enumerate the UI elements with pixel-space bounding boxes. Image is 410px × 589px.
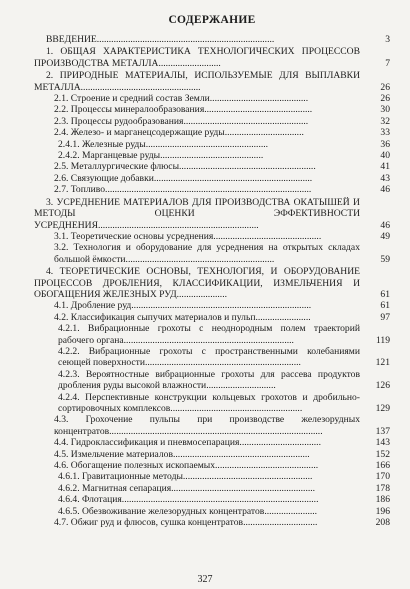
- toc-entry-page: 152: [375, 448, 390, 460]
- toc-entry-title: 4.4. Гидроклассификация и пневмосепарация..................................: [54, 437, 321, 449]
- toc-entry-title: 4.2.1. Вибрационные грохоты с неоднородным полем траекторий рабочего органа.......................................................................: [58, 323, 360, 346]
- toc-entry-page: 26: [380, 81, 390, 93]
- toc-entry-title: 3.1. Теоретические основы усреднения.............................................: [54, 230, 322, 242]
- toc-entry-title: 4.6.5. Обезвоживание железорудных концентратов......................: [58, 505, 318, 517]
- toc-entry-page: 41: [380, 161, 390, 173]
- toc-entry-page: 32: [380, 115, 390, 127]
- toc-entry-page: 36: [380, 138, 390, 150]
- toc-entry: [34, 116, 390, 127]
- toc-list: [34, 34, 390, 528]
- toc-entry-page: 26: [380, 93, 390, 105]
- toc-entry-page: 208: [375, 517, 390, 529]
- toc-entry-page: 178: [375, 482, 390, 494]
- toc-entry-page: 40: [380, 150, 390, 162]
- toc-entry-title: 4.5. Измельчение материалов.........................................................: [54, 448, 310, 460]
- toc-entry-page: 46: [380, 184, 390, 196]
- toc-entry: [34, 312, 390, 323]
- toc-entry-page: 7: [385, 57, 390, 69]
- toc-entry-title: 4. ТЕОРЕТИЧЕСКИЕ ОСНОВЫ, ТЕХНОЛОГИЯ, И ОБОРУДОВАНИЕ ПРОЦЕССОВ ДРОБЛЕНИЯ, КЛАССИФИКАЦИИ, ИЗМЕЛЬЧЕНИЯ И ОБОГАЩЕНИЯ ЖЕЛЕЗНЫХ РУД.....................: [34, 266, 360, 300]
- toc-entry-title: 2.3. Процессы рудообразования....................................................: [54, 115, 309, 127]
- toc-entry: [34, 346, 390, 369]
- toc-entry-title: 4.6. Обогащение полезных ископаемых...........................................: [54, 460, 319, 472]
- toc-entry-title: 4.2.2. Вибрационные грохоты с пространственными колебаниями сеющей поверхности.................................................................: [58, 345, 360, 369]
- toc-entry-title: 4.6.2. Магнитная сепарация............................................................: [58, 482, 316, 494]
- toc-entry-title: 4.2.4. Перспективные конструкции кольцевых грохотов и дробильно-сортировочных комплексов.......................................................: [58, 391, 360, 414]
- toc-entry-title: 4.6.1. Гравитационные методы......................................................: [58, 471, 313, 483]
- toc-entry: [34, 70, 390, 93]
- toc-entry: [34, 139, 390, 150]
- toc-entry: [34, 300, 390, 311]
- toc-entry: [34, 184, 390, 195]
- page-title: СОДЕРЖАНИЕ: [168, 14, 256, 26]
- toc-entry-page: 129: [375, 403, 390, 414]
- toc-entry-title: 2. ПРИРОДНЫЕ МАТЕРИАЛЫ, ИСПОЛЬЗУЕМЫЕ ДЛЯ ВЫПЛАВКИ МЕТАЛЛА..................................................: [34, 70, 360, 93]
- toc-entry-title: 2.2. Процессы минералообразования.............................................: [54, 104, 313, 116]
- toc-entry: [34, 34, 390, 45]
- toc-entry-page: 49: [380, 230, 390, 242]
- toc-entry-title: 2.4. Железо- и марганецсодержащие руды.................................: [54, 127, 304, 139]
- toc-entry-title: 3.2. Технология и оборудование для усреднения на открытых складах большой ёмкости..............................................................: [54, 242, 360, 265]
- toc-entry: [34, 93, 390, 104]
- toc-entry-title: 4.1. Дробление руд...........................................................................: [54, 300, 312, 312]
- toc-entry-page: 59: [380, 253, 390, 265]
- toc-entry: [34, 506, 390, 517]
- toc-entry: [34, 323, 390, 346]
- toc-entry: [34, 517, 390, 528]
- toc-entry-page: 33: [380, 127, 390, 139]
- toc-entry-title: 4.2.3. Вероятностные вибрационные грохоты для рассева продуктов дробления руды высокой влажности.............................: [58, 368, 360, 392]
- toc-entry: [34, 173, 390, 184]
- toc-entry: [34, 483, 390, 494]
- toc-entry-page: 3: [385, 34, 390, 45]
- toc-entry-page: 121: [375, 357, 390, 369]
- toc-entry-page: 126: [375, 380, 390, 392]
- toc-entry: [34, 104, 390, 115]
- toc-entry: [34, 460, 390, 471]
- toc-entry-title: 2.1. Строение и средний состав Земли.........................................: [54, 93, 309, 105]
- toc-entry: [34, 150, 390, 161]
- toc-entry: [34, 127, 390, 138]
- toc-entry-page: 61: [380, 288, 390, 300]
- toc-entry-title: 4.2. Классификация сыпучих материалов и пульп.......................: [54, 311, 311, 323]
- toc-entry-page: 43: [380, 172, 390, 184]
- toc-entry: [34, 242, 390, 265]
- toc-entry: [34, 231, 390, 242]
- toc-entry-title: 4.6.4. Флотация..................................................................................: [58, 494, 319, 506]
- toc-entry-page: 97: [380, 311, 390, 323]
- toc-entry-title: 2.4.2. Марганцевые руды...........................................: [58, 150, 264, 162]
- toc-entry-page: 119: [375, 334, 390, 346]
- page-number: 327: [197, 574, 213, 585]
- toc-entry-page: 186: [375, 494, 390, 506]
- toc-entry: [34, 471, 390, 482]
- toc-entry-page: 196: [375, 505, 390, 517]
- toc-entry-page: 61: [380, 300, 390, 312]
- toc-entry: [34, 46, 390, 69]
- toc-entry-title: 2.5. Металлургические флюсы.........................................................: [54, 161, 316, 173]
- toc-entry: [34, 392, 390, 415]
- toc-entry: [34, 449, 390, 460]
- toc-entry-page: 46: [380, 219, 390, 231]
- toc-entry: [34, 161, 390, 172]
- toc-entry: [34, 414, 390, 437]
- toc-entry: [34, 437, 390, 448]
- toc-entry-page: 137: [375, 425, 390, 437]
- toc-entry-title: 3. УСРЕДНЕНИЕ МАТЕРИАЛОВ ДЛЯ ПРОИЗВОДСТВА ОКАТЫШЕЙ И МЕТОДЫ ОЦЕНКИ ЭФФЕКТИВНОСТИ УСРЕДНЕНИЯ...................................................................: [34, 196, 360, 231]
- toc-entry-title: 2.4.1. Железные руды...................................................: [58, 138, 269, 150]
- toc-entry-title: 1. ОБЩАЯ ХАРАКТЕРИСТИКА ТЕХНОЛОГИЧЕСКИХ ПРОЦЕССОВ ПРОИЗВОДСТВА МЕТАЛЛА..........................: [34, 46, 360, 69]
- toc-entry-title: 2.7. Топливо......................................................................................: [54, 184, 312, 196]
- toc-entry-title: 2.6. Связующие добавки..................................................................: [54, 172, 313, 184]
- toc-entry-title: ВВЕДЕНИЕ..........................................................................: [46, 34, 275, 45]
- toc-entry: [34, 494, 390, 505]
- toc-entry-title: 4.7. Обжиг руд и флюсов, сушка концентратов...............................: [54, 517, 318, 529]
- toc-entry-page: 143: [375, 437, 390, 449]
- toc-entry: [34, 197, 390, 231]
- toc-entry-page: 30: [380, 104, 390, 116]
- toc-entry-page: 170: [375, 471, 390, 483]
- toc-entry-title: 4.3. Грохочение пульпы при производстве железорудных концентратов.........................................................................................: [54, 414, 360, 437]
- toc-entry: [34, 369, 390, 392]
- toc-entry: [34, 266, 390, 300]
- toc-entry-page: 166: [375, 460, 390, 472]
